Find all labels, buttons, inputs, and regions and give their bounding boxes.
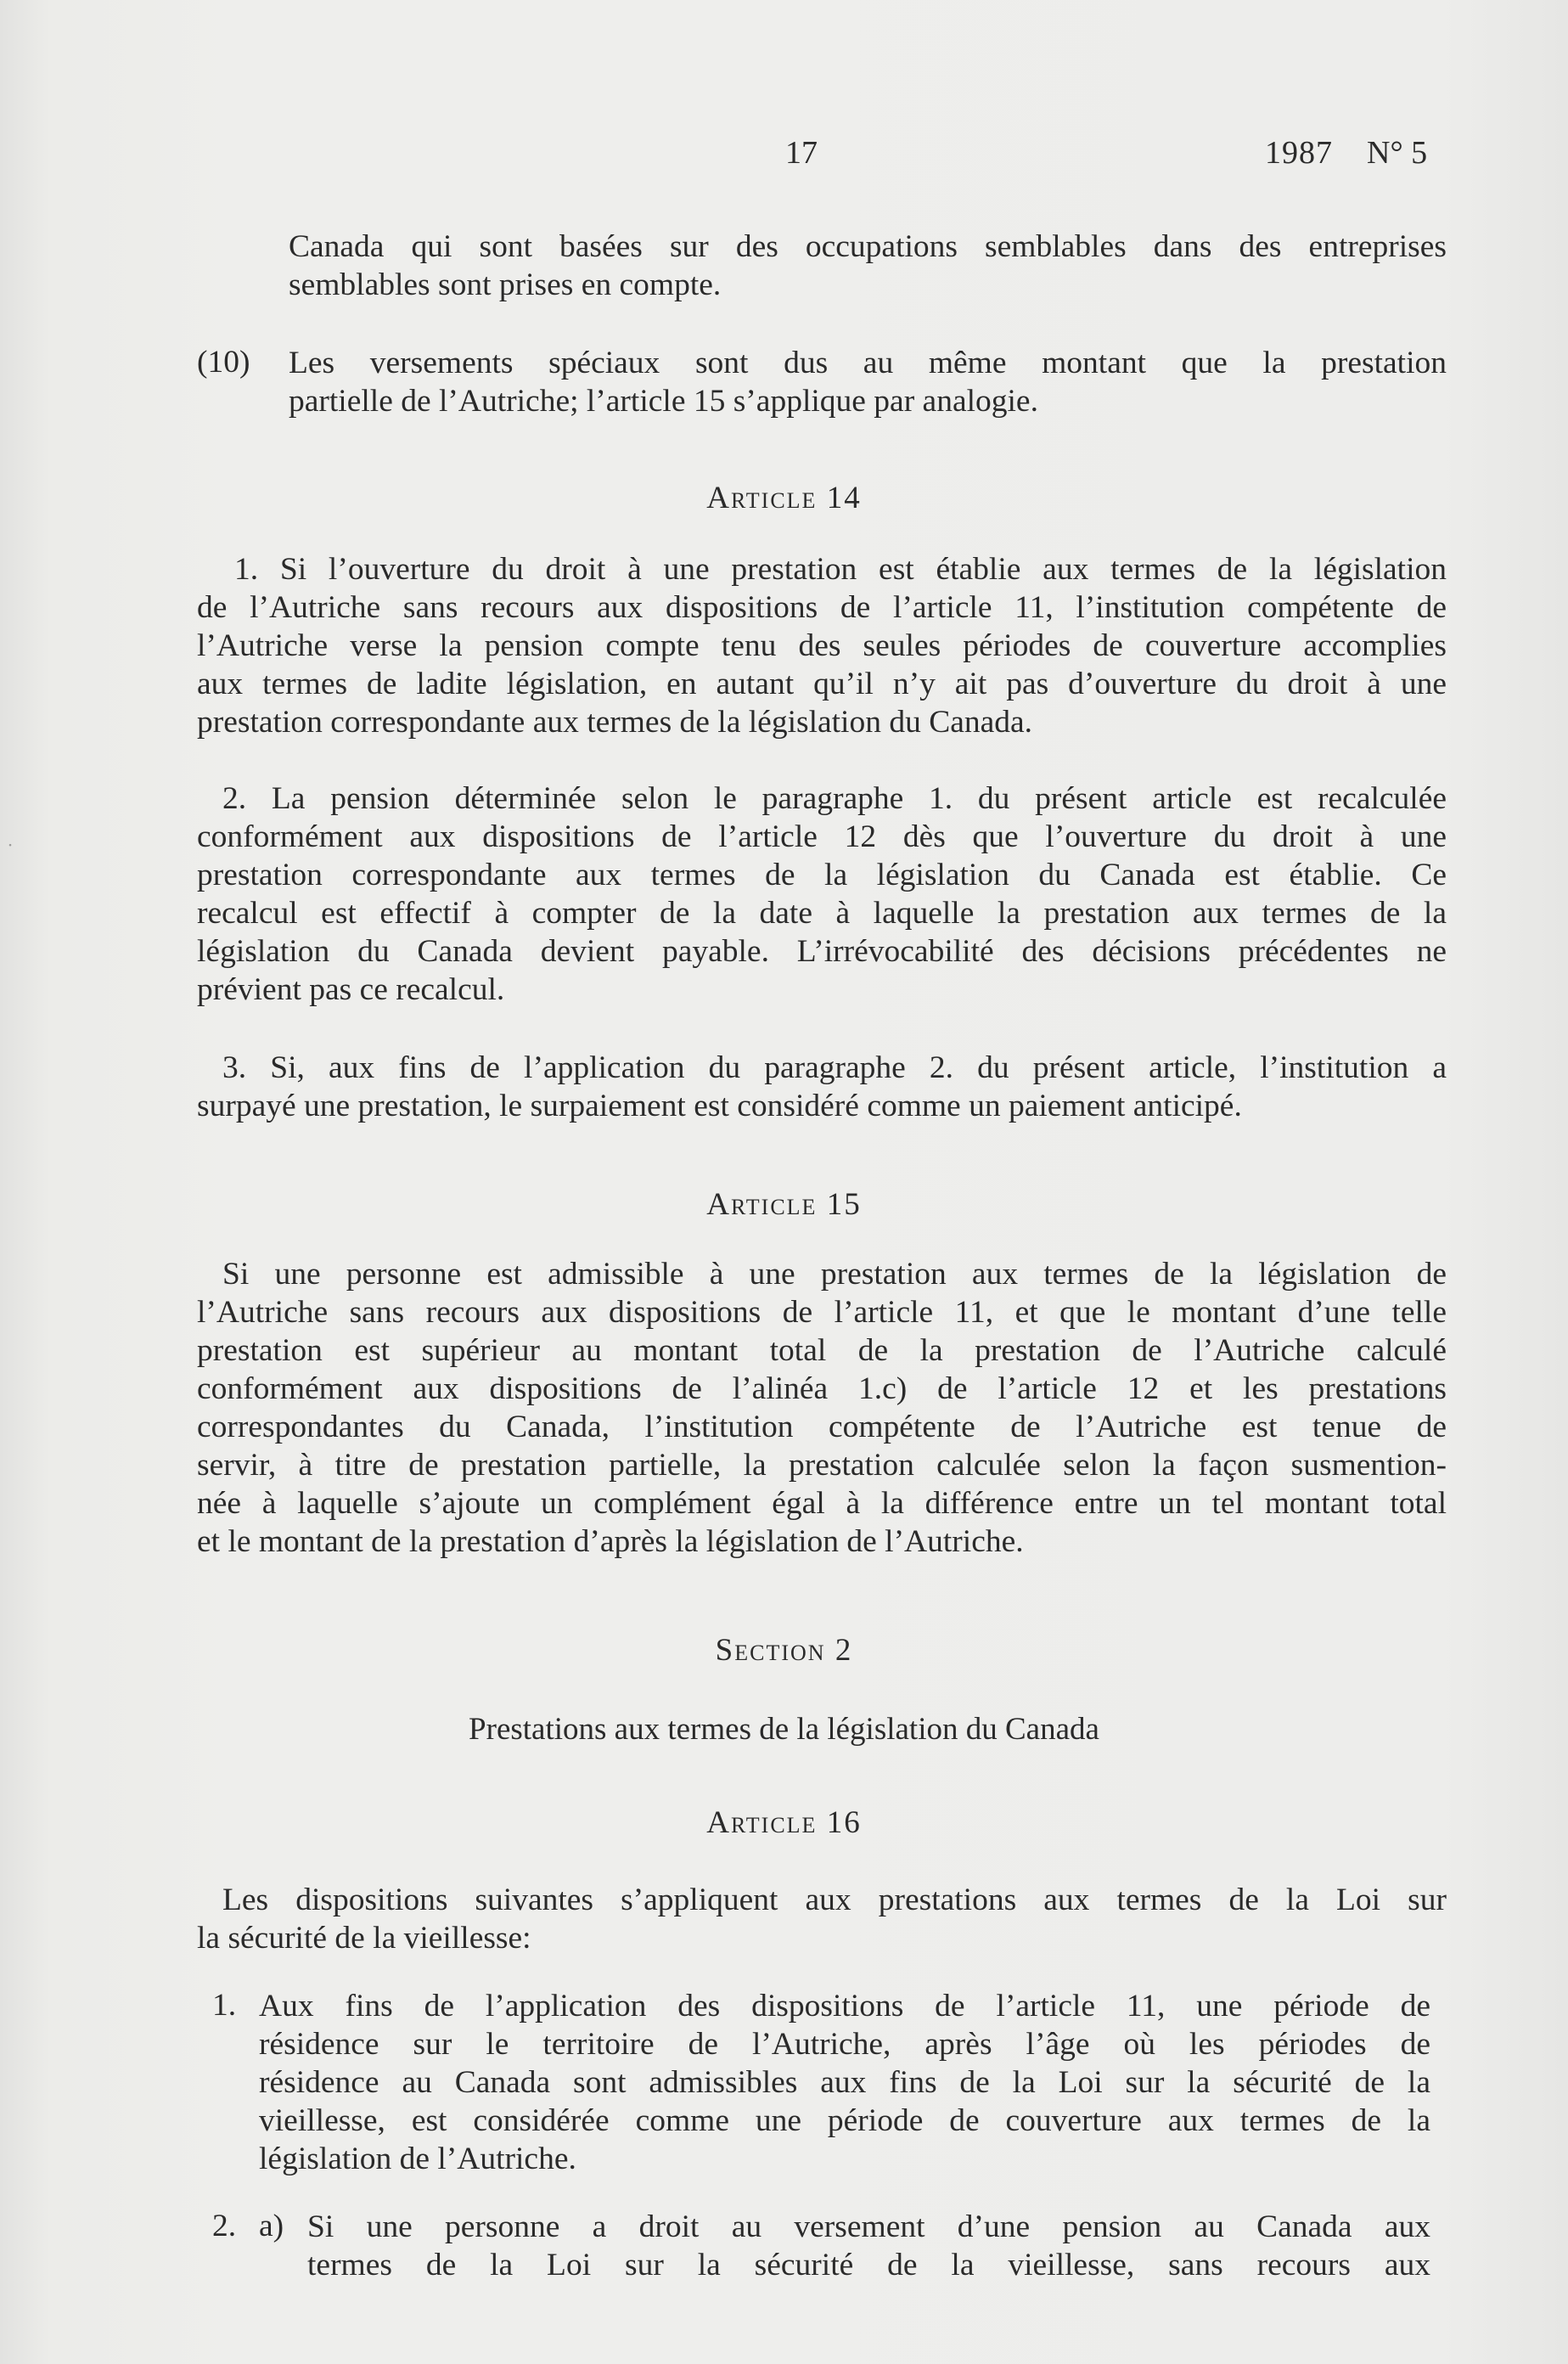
text-line: prévient pas ce recalcul. bbox=[197, 972, 505, 1007]
text-line: Canada qui sont basées sur des occupations semblables dans des entreprises bbox=[289, 229, 1447, 264]
text-line: l’Autriche sans recours aux dispositions de l’article 11, et que le montant d’une telle bbox=[197, 1295, 1447, 1330]
section-2-subtitle: Prestations aux termes de la législation du Canada bbox=[469, 1712, 1099, 1747]
text-line: aux termes de ladite législation, en autant qu’il n’y ait pas d’ouverture du droit à une bbox=[197, 667, 1447, 701]
text-line: conformément aux dispositions de l’alinéa 1.c) de l’article 12 et les prestations bbox=[197, 1371, 1447, 1406]
text-line: la sécurité de la vieillesse: bbox=[197, 1921, 531, 1956]
text-line: servir, à titre de prestation partielle, la prestation calculée selon la façon susmention- bbox=[197, 1448, 1447, 1483]
article-15-paragraph bbox=[197, 1255, 1447, 1561]
header-issue: N° 5 bbox=[1367, 135, 1428, 171]
text-line: résidence au Canada sont admissibles aux fins de la Loi sur la sécurité de la bbox=[259, 2065, 1430, 2100]
text-line: Si une personne est admissible à une prestation aux termes de la législation de bbox=[222, 1257, 1447, 1292]
text-line: conformément aux dispositions de l’article 12 dès que l’ouverture du droit à une bbox=[197, 819, 1447, 854]
text-line: Si une personne a droit au versement d’une pension au Canada aux bbox=[307, 2209, 1430, 2244]
text-line: prestation correspondante aux termes de la législation du Canada. bbox=[197, 705, 1033, 740]
article-14-paragraph-1 bbox=[197, 550, 1447, 741]
text-line: résidence sur le territoire de l’Autriche, après l’âge où les périodes de bbox=[259, 2027, 1430, 2062]
article-16-item-1 bbox=[259, 1987, 1430, 2178]
margin-mark: ˙ bbox=[7, 841, 14, 863]
article-16-heading: Article 16 bbox=[706, 1805, 862, 1840]
text-line: Aux fins de l’application des dispositions de l’article 11, une période de bbox=[259, 1989, 1430, 2023]
article-13-tail bbox=[289, 228, 1447, 304]
text-line: semblables sont prises en compte. bbox=[289, 267, 722, 302]
text-line: législation du Canada devient payable. L’irrévocabilité des décisions précédentes ne bbox=[197, 934, 1447, 969]
text-line: termes de la Loi sur la sécurité de la vieillesse, sans recours aux bbox=[307, 2248, 1430, 2282]
text-line: recalcul est effectif à compter de la date à laquelle la prestation aux termes de la bbox=[197, 896, 1447, 931]
text-line: surpayé une prestation, le surpaiement est considéré comme un paiement anticipé. bbox=[197, 1089, 1242, 1123]
list-item-label: 1. bbox=[212, 1988, 237, 2023]
text-line: née à laquelle s’ajoute un complément égal à la différence entre un tel montant total bbox=[197, 1486, 1447, 1521]
article-16-item-2 bbox=[307, 2208, 1430, 2284]
page-number: 17 bbox=[785, 135, 818, 171]
header-year: 1987 bbox=[1265, 135, 1333, 171]
paragraph-label: (10) bbox=[197, 345, 250, 380]
list-item-label: 2. bbox=[212, 2209, 237, 2243]
text-line: de l’Autriche sans recours aux dispositions de l’article 11, l’institution compétente de bbox=[197, 590, 1447, 625]
article-14-paragraph-2 bbox=[197, 780, 1447, 1009]
text-line: vieillesse, est considérée comme une période de couverture aux termes de la bbox=[259, 2103, 1430, 2138]
text-line: prestation est supérieur au montant total de la prestation de l’Autriche calculé bbox=[197, 1333, 1447, 1368]
text-line: prestation correspondante aux termes de la législation du Canada est établie. Ce bbox=[197, 858, 1447, 892]
article-14-heading: Article 14 bbox=[706, 481, 862, 515]
text-line: 3. Si, aux fins de l’application du paragraphe 2. du présent article, l’institution a bbox=[222, 1050, 1447, 1085]
article-14-paragraph-3 bbox=[197, 1049, 1447, 1125]
text-line: 1. Si l’ouverture du droit à une prestation est établie aux termes de la législation bbox=[234, 552, 1447, 587]
text-line: correspondantes du Canada, l’institution compétente de l’Autriche est tenue de bbox=[197, 1410, 1447, 1444]
text-line: Les versements spéciaux sont dus au même montant que la prestation bbox=[289, 346, 1447, 380]
text-line: législation de l’Autriche. bbox=[259, 2142, 576, 2176]
section-2-heading: Section 2 bbox=[715, 1633, 853, 1668]
article-16-intro bbox=[197, 1881, 1447, 1957]
text-line: partielle de l’Autriche; l’article 15 s’applique par analogie. bbox=[289, 384, 1038, 419]
text-line: Les dispositions suivantes s’appliquent aux prestations aux termes de la Loi sur bbox=[222, 1883, 1447, 1917]
article-15-heading: Article 15 bbox=[706, 1187, 862, 1222]
text-line: 2. La pension déterminée selon le paragraphe 1. du présent article est recalculée bbox=[222, 781, 1447, 816]
text-line: l’Autriche verse la pension compte tenu des seules périodes de couverture accomplies bbox=[197, 628, 1447, 663]
text-line: et le montant de la prestation d’après la législation de l’Autriche. bbox=[197, 1524, 1024, 1559]
sub-item-label: a) bbox=[259, 2209, 284, 2243]
paragraph-10 bbox=[289, 344, 1447, 420]
